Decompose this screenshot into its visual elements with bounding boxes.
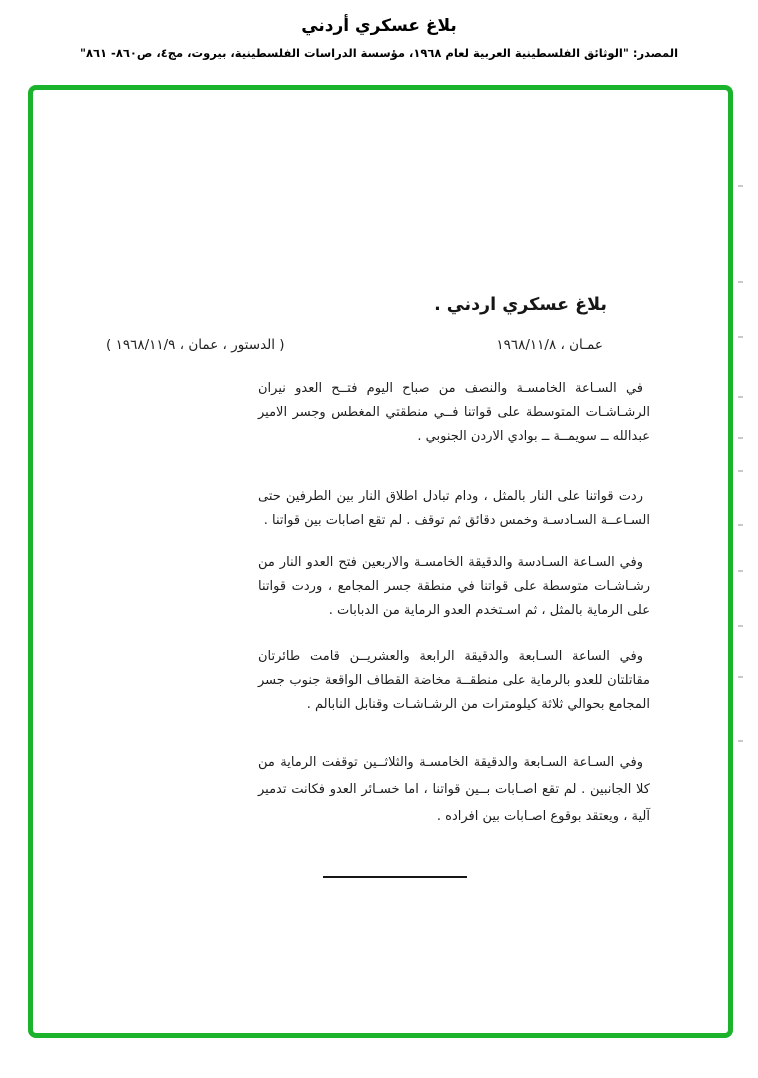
communique-paragraph: في السـاعة الخامسـة والنصف من صباح اليوم فتــح العدو نيران الرشـاشـات المتوسطة على قواتنا فــي منطقتي المغطس وجسر الامير عبدالله ــ سويمــة ــ بوادي الاردن الجنوبي . [258,381,650,444]
document-frame [28,85,733,1038]
source-citation-line: المصدر: "الوثائق الفلسطينية العربية لعام ١٩٦٨، مؤسسة الدراسات الفلسطينية، بيروت، مج٤، ص٨٦٠- ٨٦١" [79,46,679,60]
communique-title: بلاغ عسكري اردني . [434,295,607,315]
scan-artifact [738,625,743,627]
communique-paragraph: وفي السـاعة السـادسة والدقيقة الخامسـة والاربعين فتح العدو النار من رشـاشـات متوسطة على قواتنا في منطقة جسر المجامع ، وردت قواتنا على الرماية بالمثل ، ثم اسـتخدم العدو الرماية من الدبابات . [258,555,650,618]
communique-paragraph: وفي الساعة السـابعة والدقيقة الرابعة والعشريــن قامت طائرتان مقاتلتان للعدو بالرماية على منطقــة مخاضة القطاف الواقعة جنوب جسر المجامع بحوالي ثلاثة كيلومترات من الرشـاشـات وقنابل النابالم . [258,649,650,712]
scan-artifact [738,570,743,572]
scan-artifact [738,281,743,283]
communique-paragraph: وفي السـاعة السـابعة والدقيقة الخامسـة والثلاثــين توقفت الرماية من كلا الجانبين . لم تقع اصـابات بــين قواتنا ، اما خسـائر العدو فكانت تدمير آلية ، ويعتقد بوقوع اصـابات بين افراده . [258,755,650,824]
scan-artifact [738,740,743,742]
scan-artifact [738,524,743,526]
dateline-newspaper-reference: ( الدستور ، عمان ، ١٩٦٨/١١/٩ ) [106,337,285,353]
scan-artifact [738,676,743,678]
scan-artifact [738,185,743,187]
communique-paragraph: ردت قواتنا على النار بالمثل ، ودام تبادل اطلاق النار بين الطرفين حتى السـاعــة السـادسـة وخمس دقائق ثم توقف . لم تقع اصابات بين قواتنا . [258,489,650,528]
dateline-location-date: عمـان ، ١٩٦٨/١١/٨ [496,337,603,353]
end-divider-rule [323,876,467,878]
scan-artifact [738,437,743,439]
scan-artifact [738,396,743,398]
page-header-title: بلاغ عسكري أردني [301,16,457,36]
scan-artifact [738,336,743,338]
scan-artifact [738,470,743,472]
